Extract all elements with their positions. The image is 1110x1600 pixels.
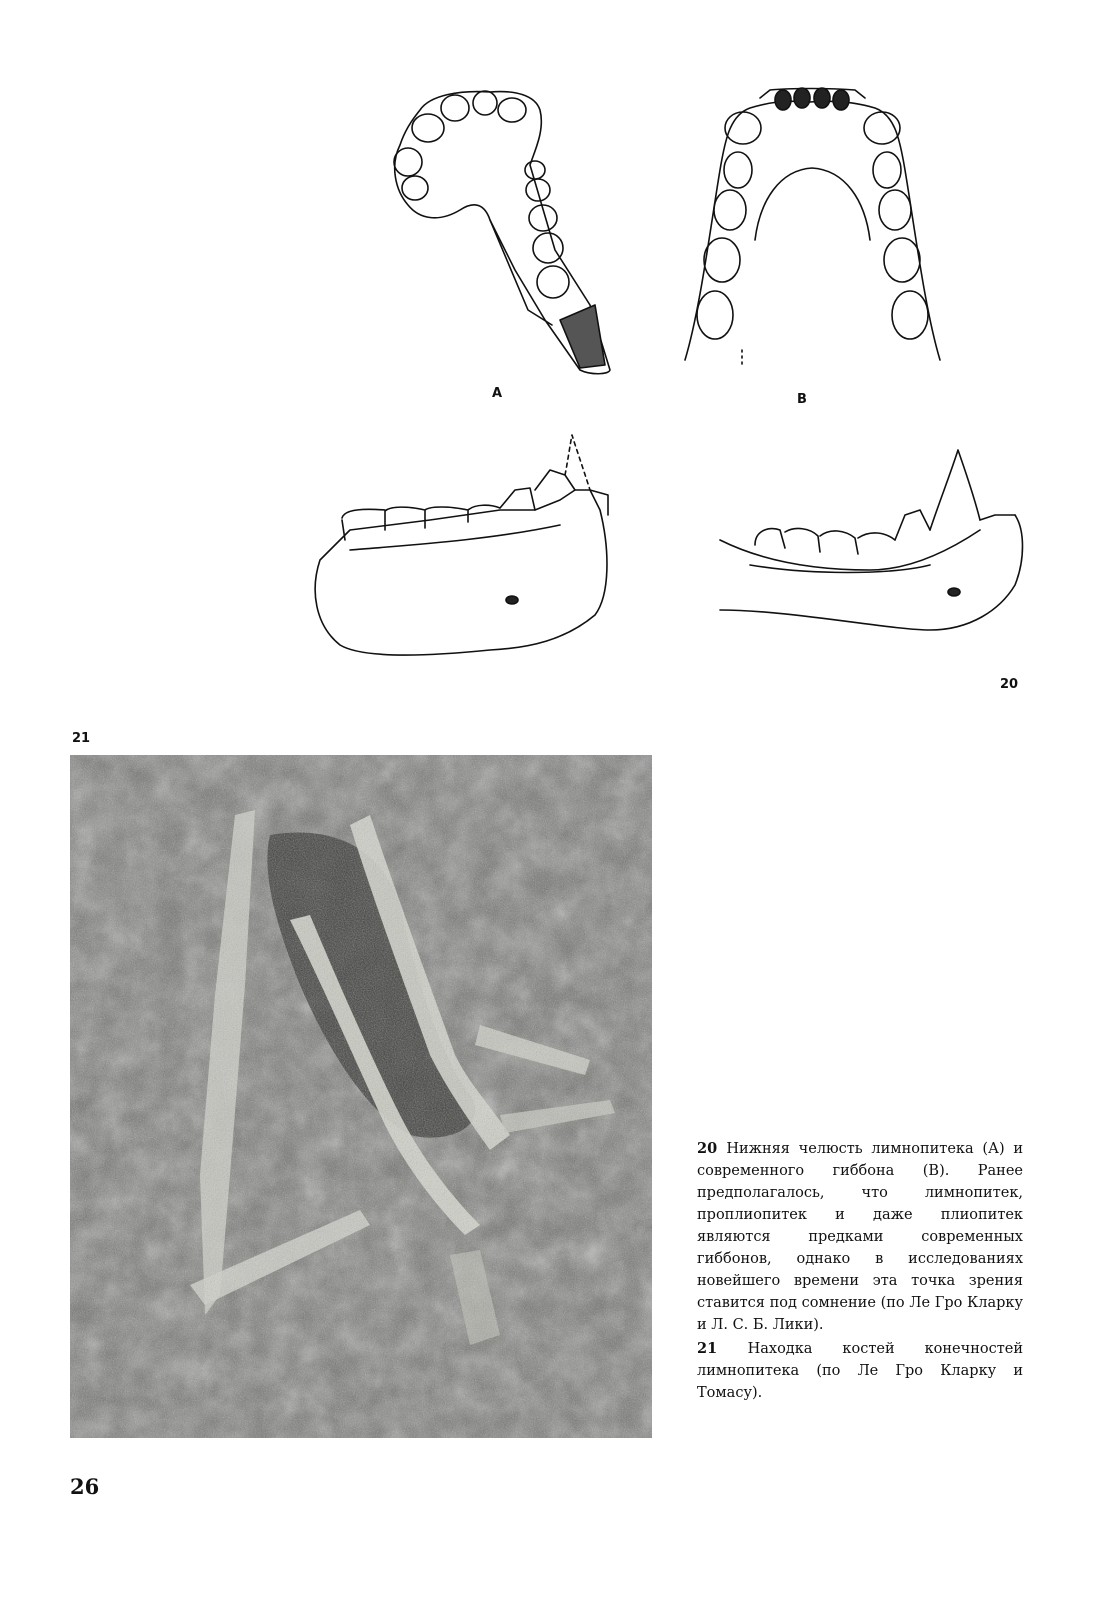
label-b: B <box>797 392 807 407</box>
jaw-b-lateral <box>720 450 1023 630</box>
jaw-a-lateral <box>315 435 608 655</box>
jaw-drawings-svg <box>290 70 1050 690</box>
jaw-b-occlusal <box>685 88 940 365</box>
caption-figure-20 <box>697 1138 1023 1336</box>
caption-20-number: 20 <box>697 1140 727 1157</box>
jaw-a-occlusal <box>394 91 610 374</box>
caption-21-text: Находка костей конечностей лимнопитека (по Ле Гро Кларку и Томасу). <box>697 1341 1023 1401</box>
figure-20-drawings <box>290 70 1050 690</box>
caption-21-number: 21 <box>697 1340 748 1357</box>
fossil-bones-photo <box>70 755 652 1438</box>
figure-20-number: 20 <box>1000 677 1019 692</box>
figure-21-number: 21 <box>72 731 91 746</box>
caption-20-text: Нижняя челюсть лимнопитека (А) и современного гиббона (В). Ранее предполагалось, что лимнопитек, проплиопитек и даже плиопитек являются предками современных гиббонов, однако в исследованиях новейшего времени эта точка зрения ставится под сомнение (по Ле Гро Кларку и Л. С. Б. Лики). <box>697 1141 1023 1333</box>
page-number: 26 <box>70 1474 100 1499</box>
label-a: A <box>492 386 503 401</box>
fossil-photo-svg <box>70 755 652 1438</box>
caption-figure-21 <box>697 1338 1023 1404</box>
